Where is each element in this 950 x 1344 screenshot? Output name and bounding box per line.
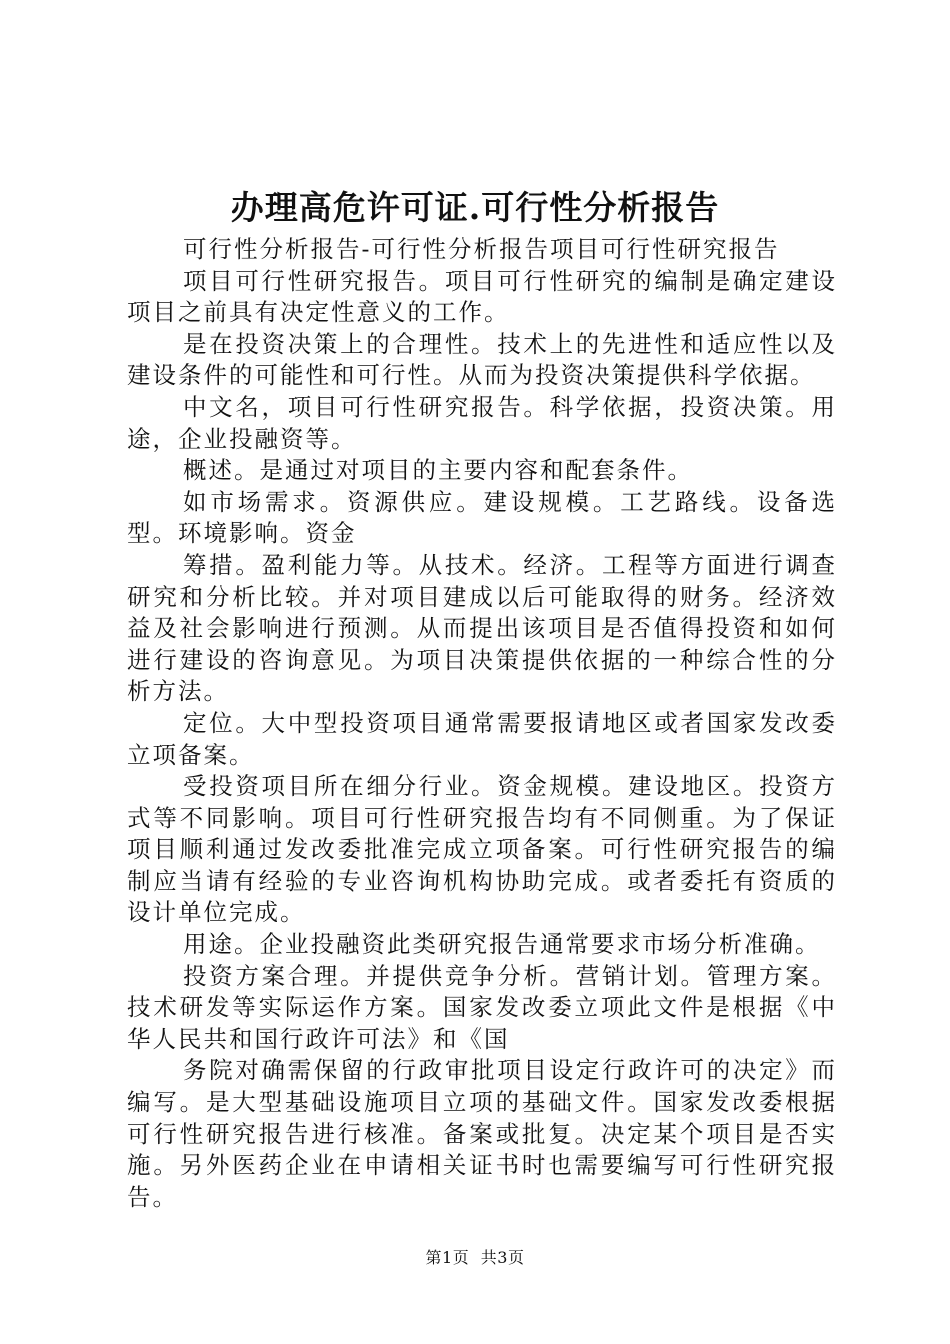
document-body — [127, 234, 837, 1213]
paragraph: 筹措。盈利能力等。从技术。经济。工程等方面进行调查研究和分析比较。并对项目建成以后可能取得的财务。经济效益及社会影响进行预测。从而提出该项目是否值得投资和如何进行建设的咨询意见。为项目决策提供依据的一种综合性的分析方法。 — [127, 550, 837, 706]
paragraph: 可行性分析报告-可行性分析报告项目可行性研究报告 — [183, 235, 780, 263]
paragraph: 用途。企业投融资此类研究报告通常要求市场分析准确。 — [183, 930, 821, 959]
paragraph: 定位。大中型投资项目通常需要报请地区或者国家发改委立项备案。 — [127, 708, 837, 769]
page-footer: 第1页 共3页 — [425, 1248, 525, 1267]
document-title: 办理高危许可证.可行性分析报告 — [230, 188, 720, 227]
paragraph: 投资方案合理。并提供竞争分析。营销计划。管理方案。技术研发等实际运作方案。国家发改委立项此文件是根据《中华人民共和国行政许可法》和《国 — [127, 961, 837, 1053]
paragraph: 务院对确需保留的行政审批项目设定行政许可的决定》而编写。是大型基础设施项目立项的基础文件。国家发改委根据可行性研究报告进行核准。备案或批复。决定某个项目是否实施。另外医药企业在申请相关证书时也需要编写可行性研究报告。 — [127, 1056, 837, 1211]
paragraph: 中文名，项目可行性研究报告。科学依据，投资决策。用途，企业投融资等。 — [127, 392, 837, 453]
paragraph: 项目可行性研究报告。项目可行性研究的编制是确定建设项目之前具有决定性意义的工作。 — [127, 266, 837, 327]
paragraph: 如市场需求。资源供应。建设规模。工艺路线。设备选型。环境影响。资金 — [127, 487, 837, 548]
paragraph: 概述。是通过对项目的主要内容和配套条件。 — [183, 456, 693, 485]
paragraph: 受投资项目所在细分行业。资金规模。建设地区。投资方式等不同影响。项目可行性研究报告均有不同侧重。为了保证项目顺利通过发改委批准完成立项备案。可行性研究报告的编制应当请有经验的专业咨询机构协助完成。或者委托有资质的设计单位完成。 — [127, 772, 837, 927]
paragraph: 是在投资决策上的合理性。技术上的先进性和适应性以及建设条件的可能性和可行性。从而为投资决策提供科学依据。 — [127, 329, 837, 390]
